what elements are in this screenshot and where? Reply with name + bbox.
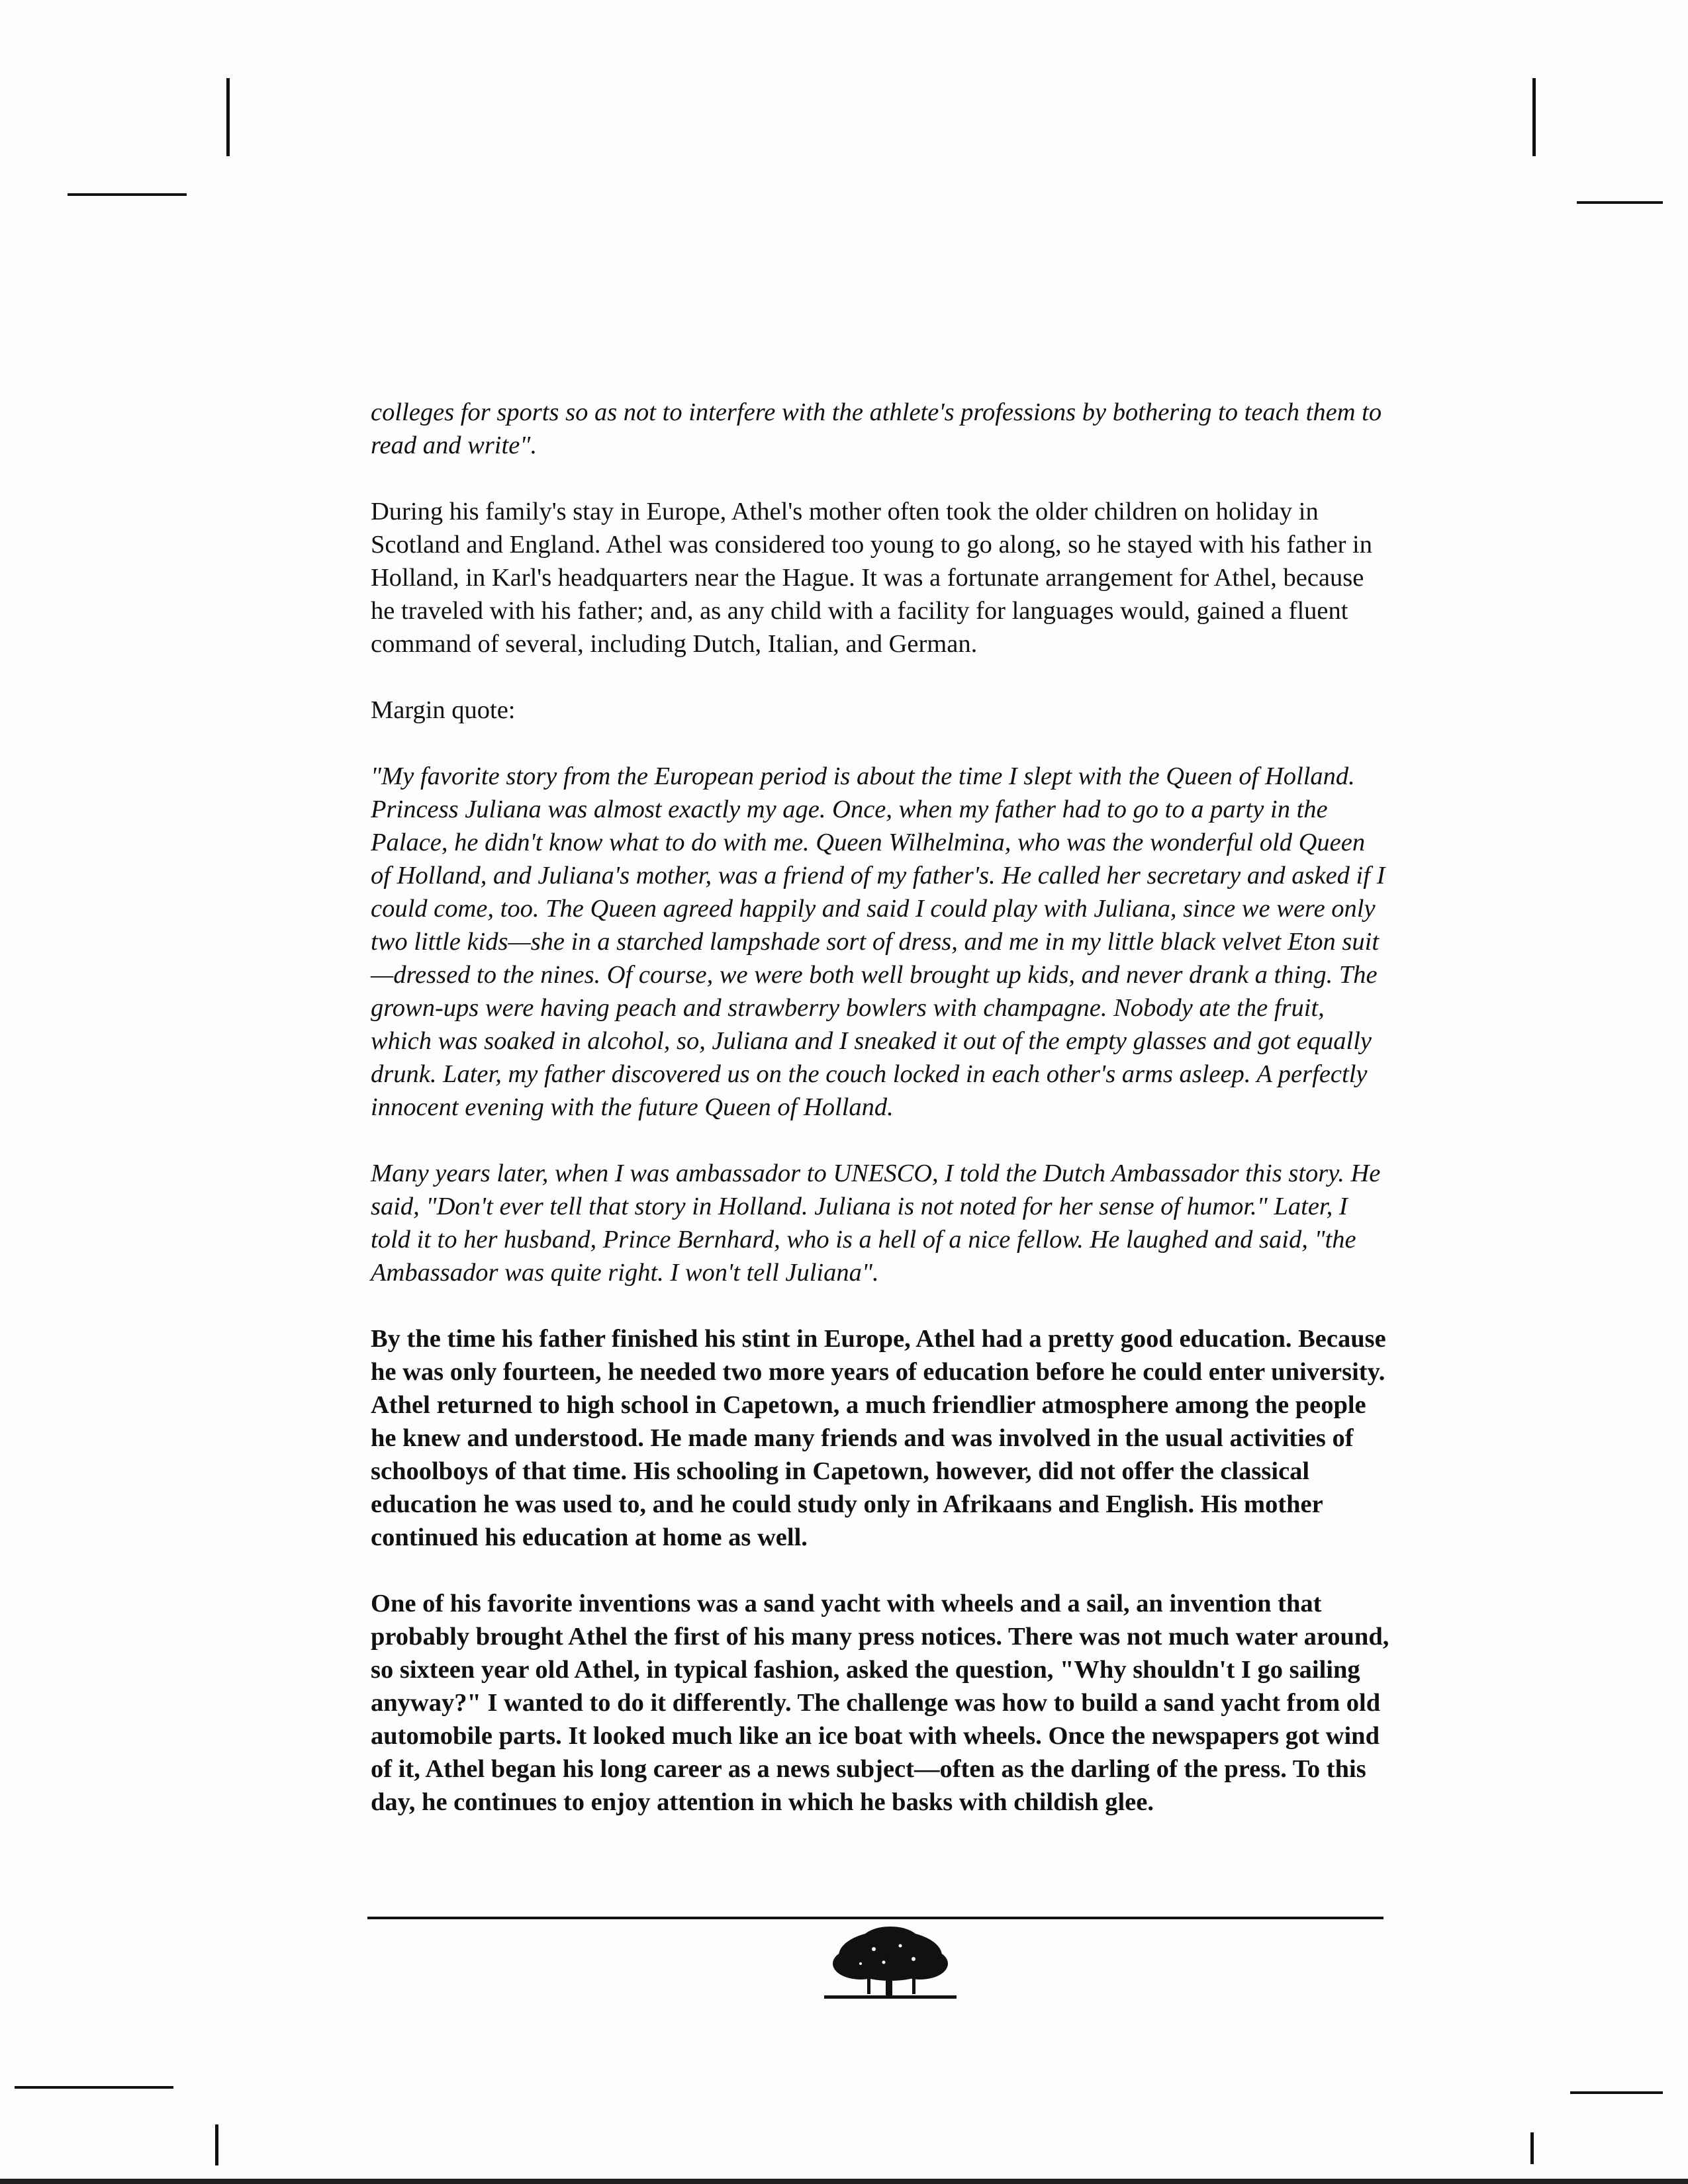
crop-mark-top-right-horizontal xyxy=(1577,201,1663,204)
paragraph-continuation: colleges for sports so as not to interfere with the athlete's professions by bothering to teach them to read and write". xyxy=(371,398,1382,459)
margin-quote-label: Margin quote: xyxy=(371,696,516,724)
paragraph-sand-yacht: One of his favorite inventions was a sand yacht with wheels and a sail, an invention that probably brought Athel the first of his many press notices. There was not much water around, so sixteen year old Athel, in typical fashion, asked the question, "Why shouldn't I go sailing anyway?" I wanted to do it differently. The challenge was how to build a sand yacht from old automobile parts. It looked much like an ice boat with wheels. Once the newspapers got wind of it, Athel began his long career as a news subject—often as the darling of the press. To this day, he continues to enjoy attention in which he basks with childish glee. xyxy=(371,1590,1389,1816)
footer-rule xyxy=(367,1917,1383,1919)
page-body xyxy=(371,396,1390,1852)
crop-mark-bottom-right-vertical xyxy=(1530,2132,1534,2164)
crop-mark-bottom-left-vertical xyxy=(215,2124,218,2165)
tree-icon xyxy=(821,1923,960,2009)
crop-mark-top-right-vertical xyxy=(1532,78,1536,156)
crop-mark-bottom-left-horizontal xyxy=(15,2086,173,2089)
crop-mark-bottom-right-horizontal xyxy=(1570,2091,1663,2094)
scan-bottom-edge xyxy=(0,2179,1688,2184)
crop-mark-top-left-horizontal xyxy=(68,193,187,196)
paragraph-europe: During his family's stay in Europe, Athel's mother often took the older children on holiday in Scotland and England. Athel was considered too young to go along, so he stayed with his father in Holland, in Karl's headquarters near the Hague. It was a fortunate arrangement for Athel, because he traveled with his father; and, as any child with a facility for languages would, gained a fluent command of several, including Dutch, Italian, and German. xyxy=(371,498,1372,658)
margin-quote-unesco: Many years later, when I was ambassador to UNESCO, I told the Dutch Ambassador this story. He said, "Don't ever tell that story in Holland. Juliana is not noted for her sense of humor." Later, I told it to her husband, Prince Bernhard, who is a hell of a nice fellow. He laughed and said, "the Ambassador was quite right. I won't tell Juliana". xyxy=(371,1160,1381,1287)
paragraph-capetown: By the time his father finished his stint in Europe, Athel had a pretty good education. Because he was only fourteen, he needed two more years of education before he could enter university. Athel returned to high school in Capetown, a much friendlier atmosphere among the people he knew and understood. He made many friends and was involved in the usual activities of schoolboys of that time. His schooling in Capetown, however, did not offer the classical education he was used to, and he could study only in Afrikaans and English. His mother continued his education at home as well. xyxy=(371,1325,1386,1551)
crop-mark-top-left-vertical xyxy=(226,78,230,156)
margin-quote-body: "My favorite story from the European period is about the time I slept with the Queen of Holland. Princess Juliana was almost exactly my age. Once, when my father had to go to a party in the Palace, he didn't know what to do with me. Queen Wilhelmina, who was the wonderful old Queen of Holland, and Juliana's mother, was a friend of my father's. He called her secretary and asked if I could come, too. The Queen agreed happily and said I could play with Juliana, since we were only two little kids—she in a starched lampshade sort of dress, and me in my little black velvet Eton suit—dressed to the nines. Of course, we were both well brought up kids, and never drank a thing. The grown-ups were having peach and strawberry bowlers with champagne. Nobody ate the fruit, which was soaked in alcohol, so, Juliana and I sneaked it out of the empty glasses and got equally drunk. Later, my father discovered us on the couch locked in each other's arms asleep. A perfectly innocent evening with the future Queen of Holland. xyxy=(371,762,1385,1121)
